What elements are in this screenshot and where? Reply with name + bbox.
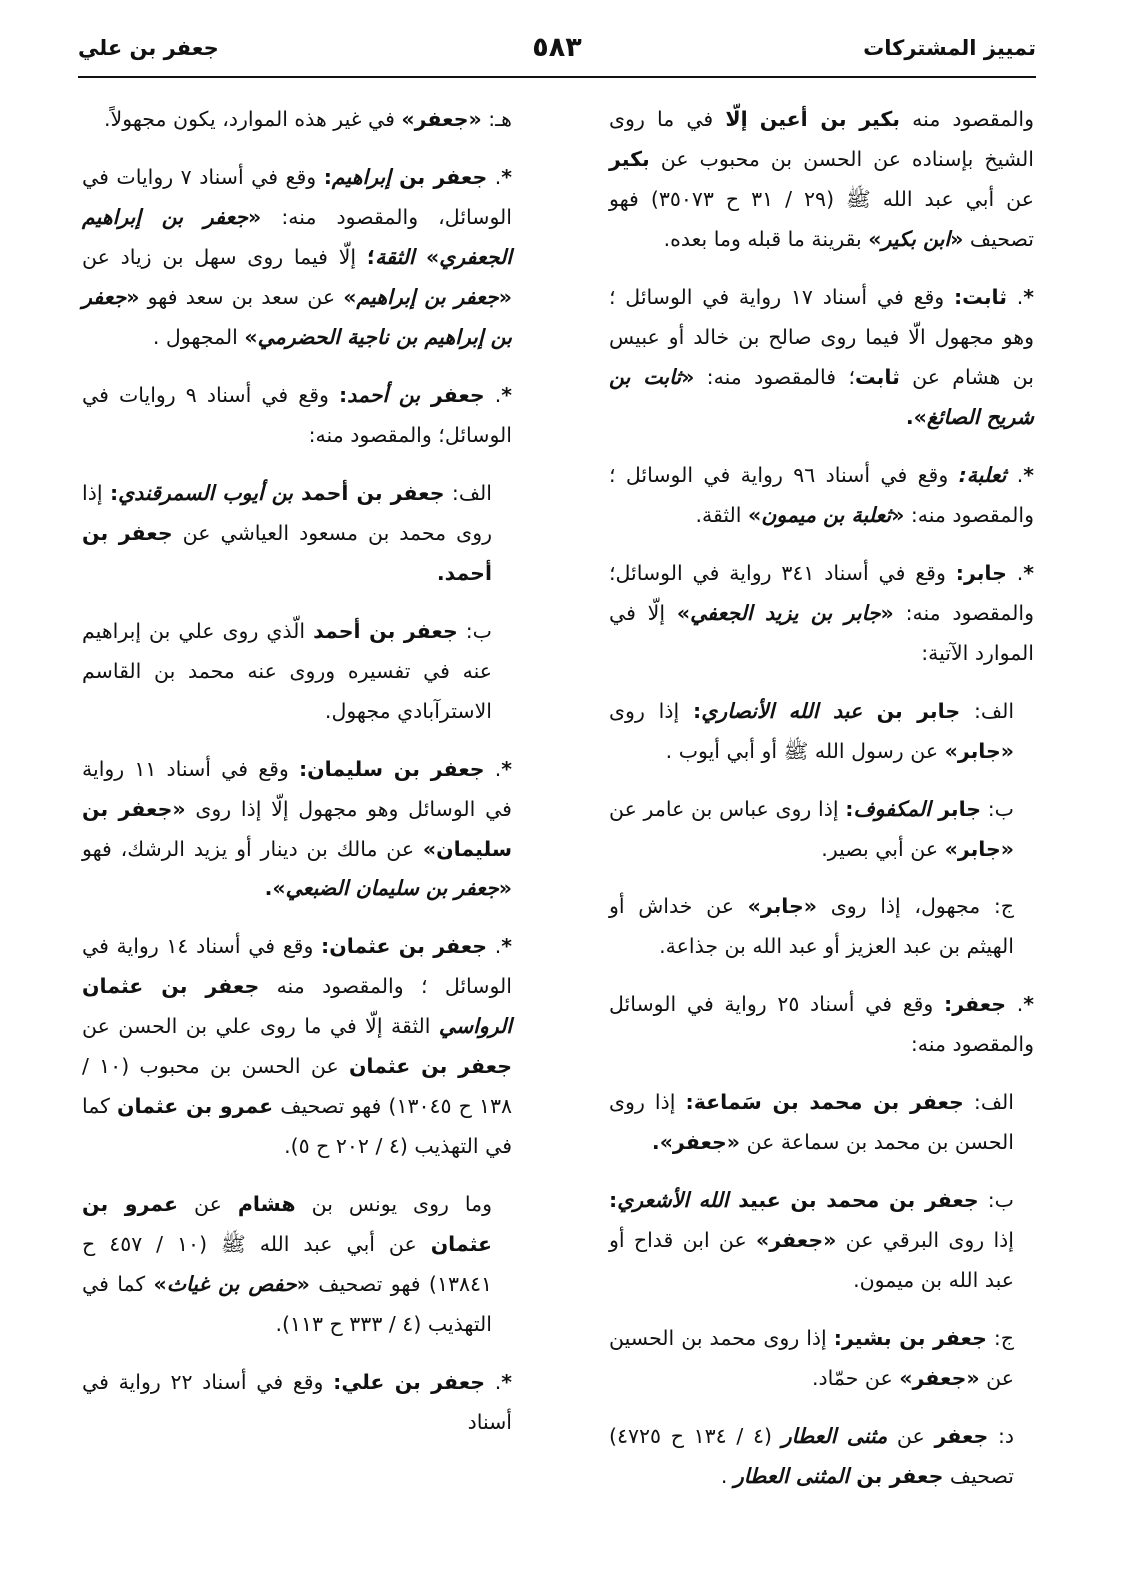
right-column-entry: ب: جابر المكفوف: إذا روى عباس بن عامر عن «جابر» عن أبي بصير. <box>609 796 1014 861</box>
right-column-entry: *. ثعلبة: وقع في أسناد ٩٦ رواية في الوسائل ؛ والمقصود منه: «ثعلبة بن ميمون» الثقة. <box>609 462 1034 527</box>
left-column-entry: *. جعفر بن علي: وقع في أسناد ٢٢ رواية في أسناد <box>82 1370 512 1435</box>
left-column-entry: *. جعفر بن سليمان: وقع في أسناد ١١ رواية في الوسائل وهو مجهول إلّا إذا روى «جعفر بن سليمان» عن مالك بن دينار أو يزيد الرشك، فهو «جعفر بن سليمان الضبعي». <box>82 756 512 901</box>
right-column-entry: ج: مجهول، إذا روى «جابر» عن خداش أو الهيثم بن عبد العزيز أو عبد الله بن جذاعة. <box>609 894 1014 959</box>
page-header <box>78 32 1036 78</box>
left-column <box>82 100 512 1461</box>
left-column-entry: وما روى يونس بن هشام عن عمرو بن عثمان عن أبي عبد الله ﷺ (١٠ / ٤٥٧ ح ١٣٨٤١) فهو تصحيف «حفص بن غياث» كما في التهذيب (٤ / ٣٣٣ ح ١١٣). <box>82 1192 492 1337</box>
right-column-entry: *. جعفر: وقع في أسناد ٢٥ رواية في الوسائل والمقصود منه: <box>609 992 1034 1057</box>
right-column-entry: د: جعفر عن مثنى العطار (٤ / ١٣٤ ح ٤٧٢٥) تصحيف جعفر بن المثنى العطار . <box>609 1424 1015 1489</box>
left-column-entry: هـ: «جعفر» في غير هذه الموارد، يكون مجهولاً. <box>104 107 512 131</box>
left-column-entry: *. جعفر بن عثمان: وقع في أسناد ١٤ رواية في الوسائل ؛ والمقصود منه جعفر بن عثمان الرواسي الثقة إلّا في ما روى علي بن الحسن عن جعفر بن عثمان عن الحسن بن محبوب (١٠ / ١٣٨ ح ١٣٠٤٥) فهو تصحيف عمرو بن عثمان كما في التهذيب (٤ / ٢٠٢ ح ٥). <box>82 934 513 1159</box>
right-column-entry: الف: جعفر بن محمد بن سَماعة: إذا روى الحسن بن محمد بن سماعة عن «جعفر». <box>609 1090 1014 1155</box>
running-title-left: جعفر بن علي <box>78 36 219 60</box>
left-column-entry: *. جعفر بن أحمد: وقع في أسناد ٩ روايات في الوسائل؛ والمقصود منه: <box>82 382 512 447</box>
running-title-right: تمييز المشتركات <box>863 36 1036 60</box>
right-column-entry: *. ثابت: وقع في أسناد ١٧ رواية في الوسائل ؛ وهو مجهول الّا فيما روى صالح بن خالد أو عبيس بن هشام عن ثابت؛ فالمقصود منه: «ثابت بن شريح الصائغ». <box>609 284 1034 429</box>
right-column <box>609 100 1034 1515</box>
right-column-entry: الف: جابر بن عبد الله الأنصاري: إذا روى «جابر» عن رسول الله ﷺ أو أبي أيوب . <box>609 698 1015 763</box>
right-column-entry: ج: جعفر بن بشير: إذا روى محمد بن الحسين عن «جعفر» عن حمّاد. <box>609 1326 1014 1391</box>
right-column-entry: ب: جعفر بن محمد بن عبيد الله الأشعري: إذا روى البرقي عن «جعفر» عن ابن قداح أو عبد الله بن ميمون. <box>609 1188 1014 1293</box>
left-column-entry: *. جعفر بن إبراهيم: وقع في أسناد ٧ روايات في الوسائل، والمقصود منه: «جعفر بن إبراهيم الجعفري» الثقة؛ إلّا فيما روى سهل بن زياد عن «جعفر بن إبراهيم» عن سعد بن سعد فهو «جعفر بن إبراهيم بن ناجية الحضرمي» المجهول . <box>82 164 512 349</box>
right-column-entry: والمقصود منه بكير بن أعين إلّا في ما روى الشيخ بإسناده عن الحسن بن محبوب عن بكير عن أبي عبد الله ﷺ (٢٩ / ٣١ ح ٣٥٠٧٣) فهو تصحيف «ابن بكير» بقرينة ما قبله وما بعده. <box>609 107 1034 251</box>
left-column-entry: الف: جعفر بن أحمد بن أيوب السمرقندي: إذا روى محمد بن مسعود العياشي عن جعفر بن أحمد. <box>82 480 492 585</box>
page-number: ٥٨٣ <box>532 32 582 63</box>
left-column-entry: ب: جعفر بن أحمد الّذي روى علي بن إبراهيم عنه في تفسيره وروى عنه محمد بن القاسم الاسترآبادي مجهول. <box>82 618 492 723</box>
right-column-entry: *. جابر: وقع في أسناد ٣٤١ رواية في الوسائل؛ والمقصود منه: «جابر بن يزيد الجعفي» إلّا في الموارد الآتية: <box>609 560 1034 665</box>
